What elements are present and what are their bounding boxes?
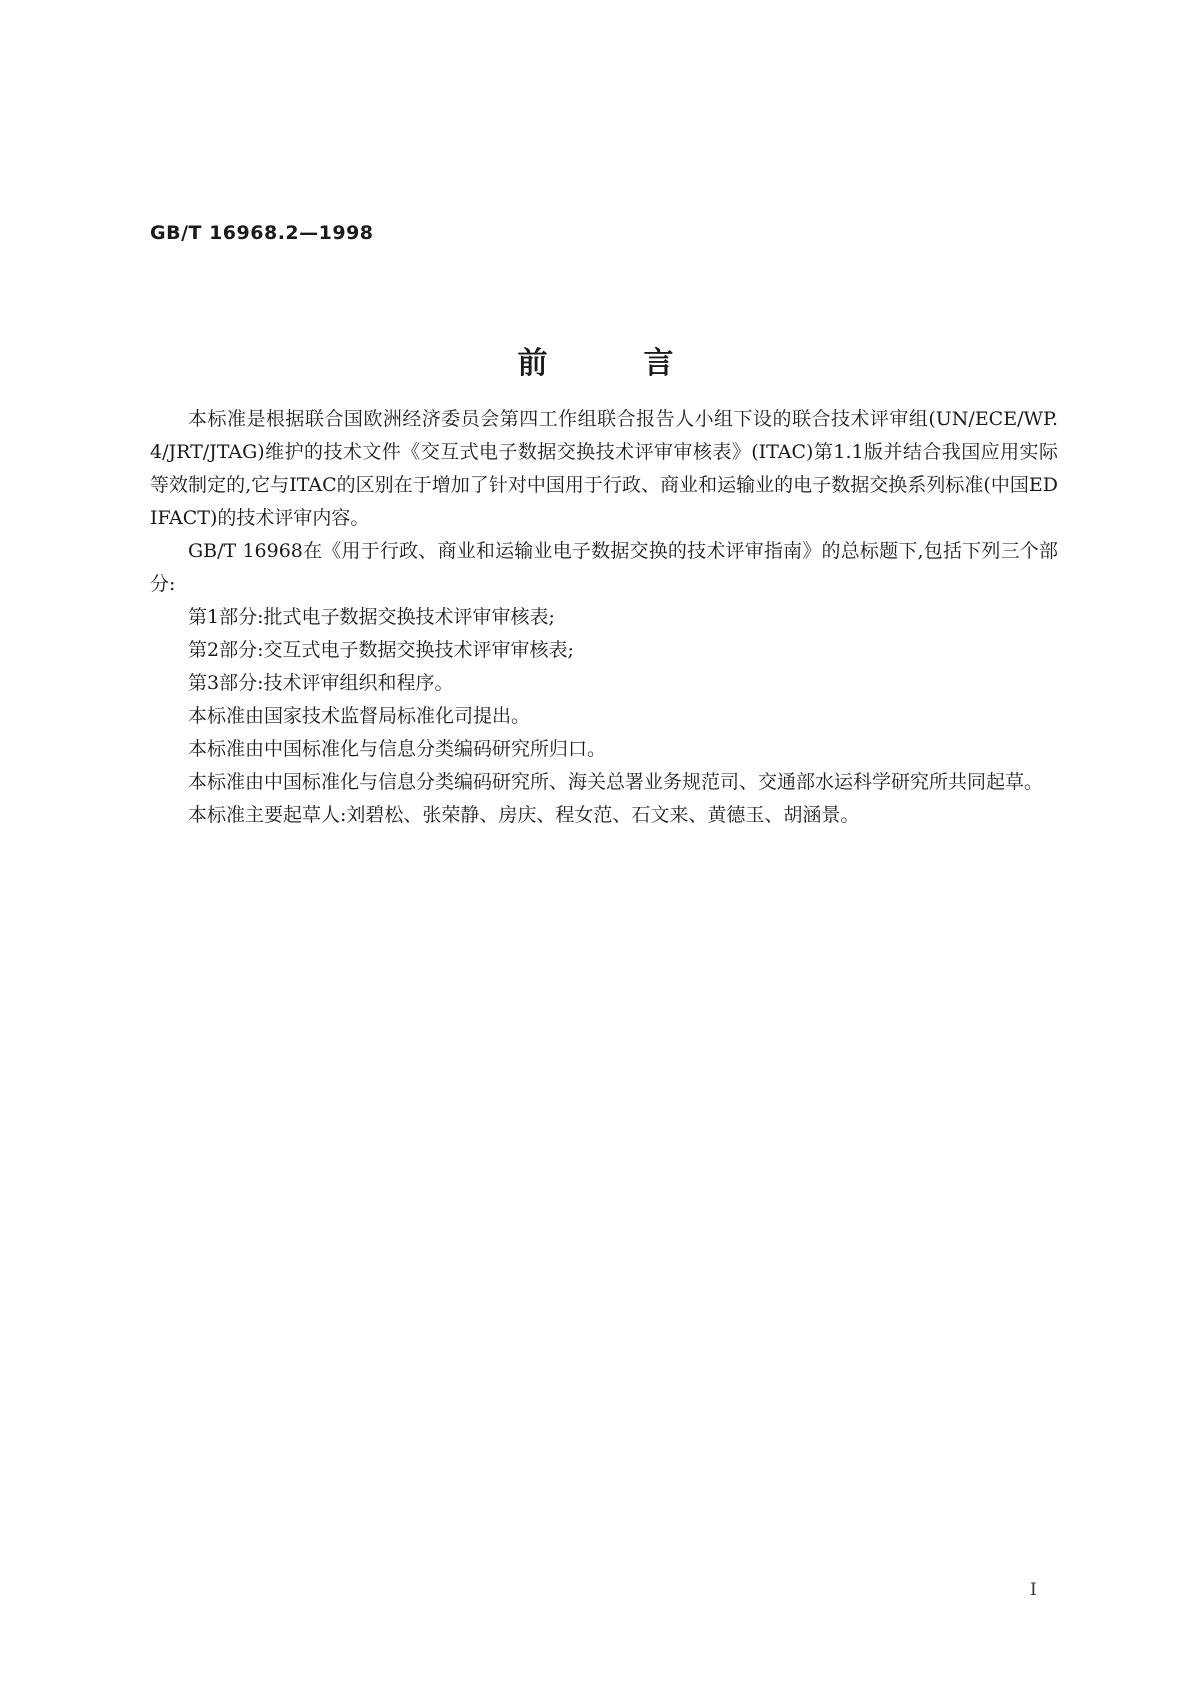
paragraph-origin: 本标准是根据联合国欧洲经济委员会第四工作组联合报告人小组下设的联合技术评审组(UN/ECE/WP.4/JRT/JTAG)维护的技术文件《交互式电子数据交换技术评审审核表》(ITAC)第1.1版并结合我国应用实际等效制定的,它与ITAC的区别在于增加了针对中国用于行政、商业和运输业的电子数据交换系列标准(中国EDIFACT)的技术评审内容。 <box>150 408 1058 529</box>
paragraph-drafters: 本标准主要起草人:刘碧松、张荣静、房庆、程女范、石文来、黄德玉、胡涵景。 <box>188 804 860 826</box>
paragraph-drafted-by: 本标准由中国标准化与信息分类编码研究所、海关总署业务规范司、交通部水运科学研究所共同起草。 <box>188 771 1044 793</box>
paragraph-part-3: 第3部分:技术评审组织和程序。 <box>188 672 454 694</box>
page-title: 前言 <box>517 346 770 381</box>
page-number: I <box>1030 1580 1037 1600</box>
paragraph-managed-by: 本标准由中国标准化与信息分类编码研究所归口。 <box>188 738 607 760</box>
paragraph-part-1: 第1部分:批式电子数据交换技术评审审核表; <box>188 606 555 628</box>
foreword-body <box>150 403 1058 832</box>
standard-code: GB/T 16968.2—1998 <box>150 222 374 244</box>
paragraph-part-2: 第2部分:交互式电子数据交换技术评审审核表; <box>188 639 574 661</box>
paragraph-proposed-by: 本标准由国家技术监督局标准化司提出。 <box>188 705 531 727</box>
paragraph-parts-intro: GB/T 16968在《用于行政、商业和运输业电子数据交换的技术评审指南》的总标题下,包括下列三个部分: <box>150 540 1058 595</box>
